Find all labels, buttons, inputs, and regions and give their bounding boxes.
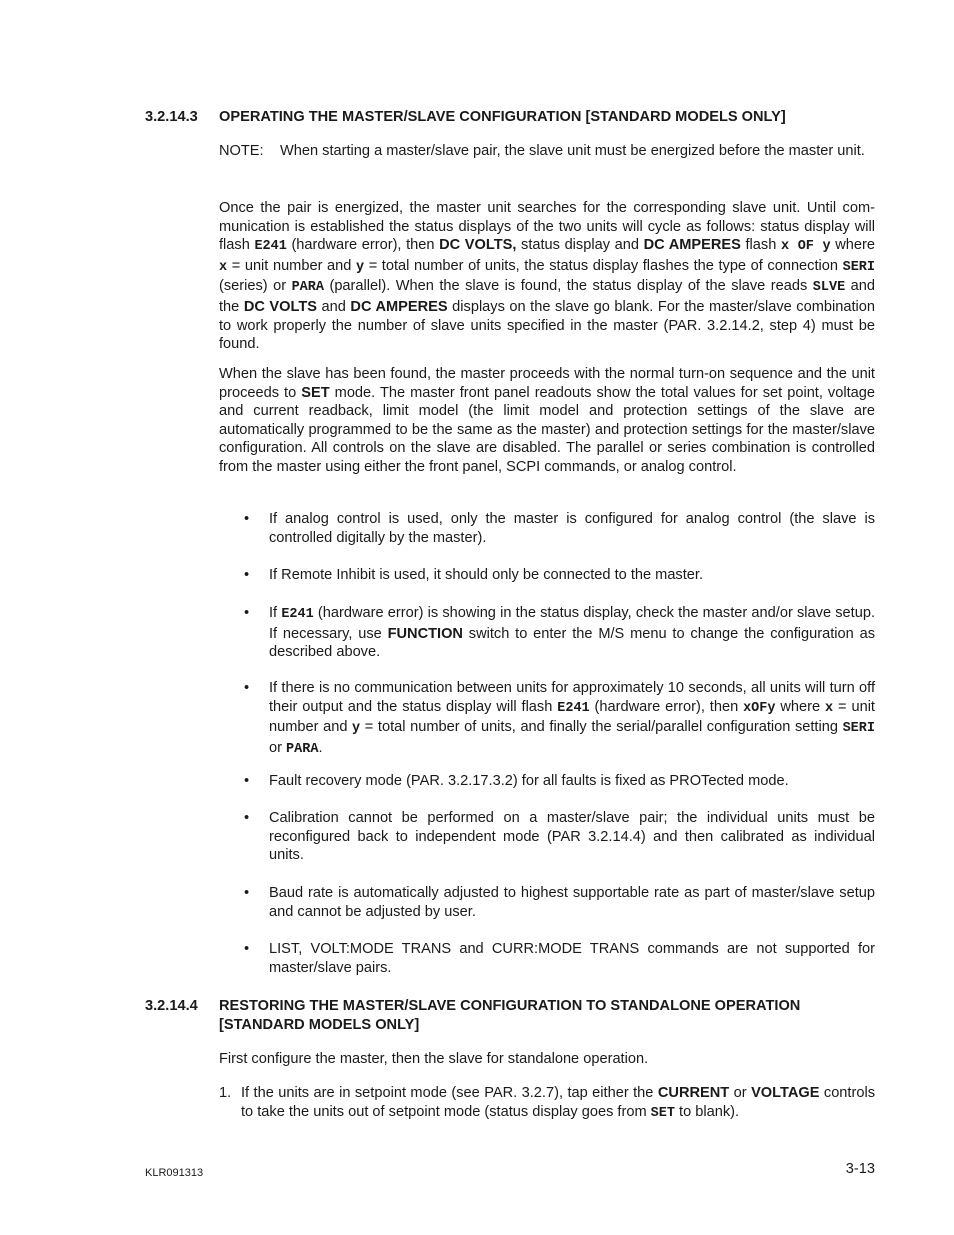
paragraph-standalone-intro: First configure the master, then the slave for standalone operation. [219,1051,649,1067]
label-dc-volts: DC VOLTS, [439,237,517,254]
bullet-marker: • [244,511,250,527]
code-para: PARA [286,741,319,757]
bullet-marker: • [244,885,250,901]
code-e241: E241 [281,607,314,622]
code-x: x [219,259,228,275]
paragraph-turn-on-sequence: When the slave has been found, the master proceeds with the normal turn-on sequence and the unit proceeds to SET mode. The master front panel readouts show the total values for set point, voltage and current readback, limit model (the limit model and protection settings of the slave are automatically programmed to be the same as the master) and protection settings for the master/slave configuration. All controls on the slave are disabled. The parallel or series combination is controlled from the master using either the front panel, SCPI commands, or analog control. [219,366,875,475]
bullet-marker: • [244,810,250,826]
section-title: RESTORING THE MASTER/SLAVE CONFIGURATION TO STANDALONE OPERATION [STANDARD MODELS ONLY] [219,998,801,1033]
bullet-marker: • [244,567,250,583]
label-dc-volts-2: DC VOLTS [243,298,317,315]
section-number: 3.2.14.3 [145,109,198,125]
step-number: 1. [219,1085,232,1101]
code-seri: SERI [842,721,875,737]
code-e241: E241 [557,700,590,716]
code-para: PARA [291,280,324,296]
label-set: SET [301,384,330,401]
code-x: x [825,700,834,716]
bullet-marker: • [244,941,250,957]
note-label: NOTE: [219,143,264,159]
label-dc-amperes: DC AMPERES [643,237,741,254]
section-title: OPERATING THE MASTER/SLAVE CONFIGURATION [STANDARD MODELS ONLY] [219,109,786,125]
code-y: y [355,259,365,275]
section-number: 3.2.14.4 [145,998,198,1014]
label-function: FUNCTION [387,625,463,642]
note-text: When starting a master/slave pair, the slave unit must be energized before the master unit. [280,143,865,159]
code-xofy: xOFy [743,700,776,716]
code-slve: SLVE [812,280,846,296]
bullet-marker: • [244,605,250,621]
code-x-of-y: x OF y [780,239,831,255]
page-number: 3-13 [845,1161,875,1177]
label-voltage: VOLTAGE [751,1085,820,1101]
code-y: y [352,721,361,737]
bullet-marker: • [244,773,250,789]
label-dc-amperes-2: DC AMPERES [350,298,448,315]
code-set: SET [650,1105,675,1121]
paragraph-pairing-sequence: Once the pair is energized, the master unit searches for the corresponding slave unit. Until communication is established the status displays of the two units will cycle as follows: status display will flash E241 (hardware error), then DC VOLTS, status display and DC AMPERES flash x OF y where x = unit number and y = total number of units, the status display flashes the type of connection SERI (series) or PARA (parallel). When the slave is found, the status display of the slave reads SLVE and the DC VOLTS and DC AMPERES displays on the slave go blank. For the master/slave combination to work properly the number of slave units specified in the master (PAR. 3.2.14.2, step 4) must be found. [219,200,876,353]
label-current: CURRENT [657,1085,730,1101]
bullet-marker: • [244,680,250,696]
code-e241: E241 [254,239,287,255]
code-seri: SERI [842,259,876,275]
document-id: KLR091313 [145,1167,204,1179]
